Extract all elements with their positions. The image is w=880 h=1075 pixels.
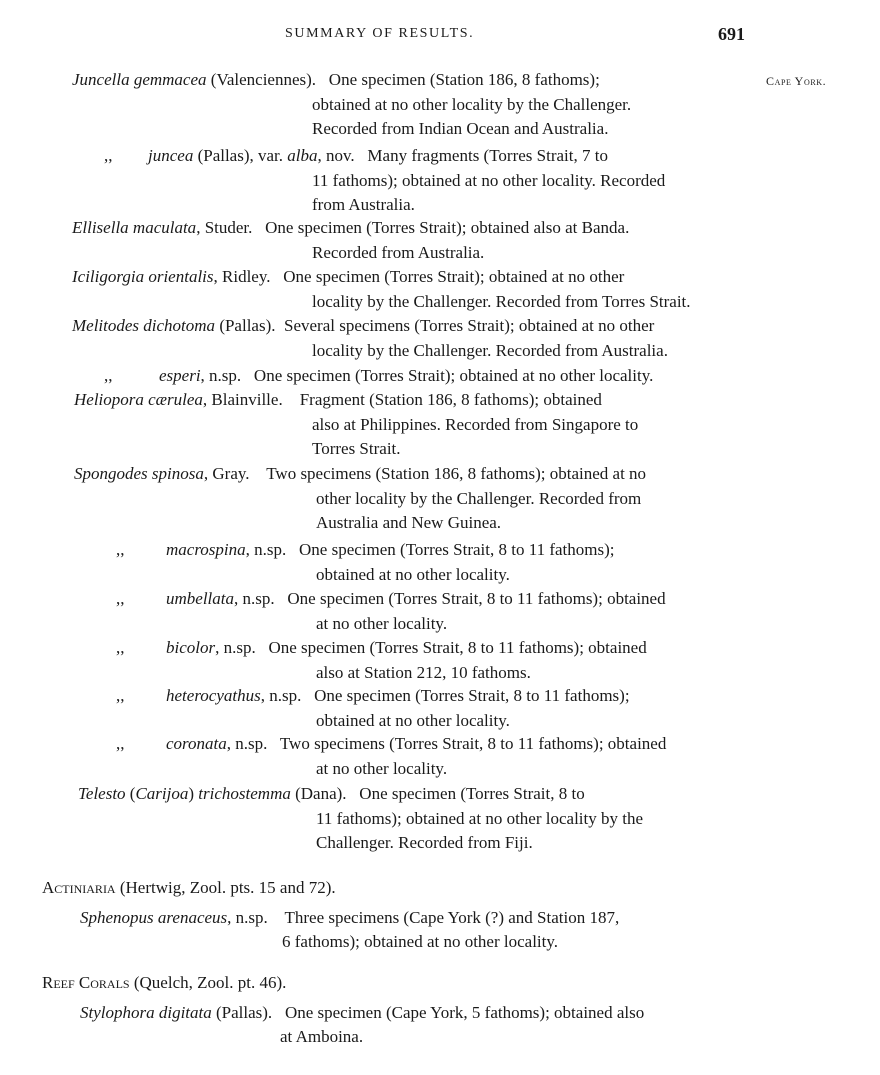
list-item <box>42 1001 762 1049</box>
section-heading <box>42 876 762 900</box>
ditto-mark: ,, <box>104 146 113 165</box>
species-name: esperi <box>159 366 201 385</box>
entry-text: One specimen (Torres Strait, 8 to 11 fathoms); obtained <box>287 589 666 608</box>
list-item <box>74 388 750 462</box>
section-reference: (Hertwig, Zool. pts. 15 and 72). <box>115 878 336 897</box>
entry-text: 11 fathoms); obtained at no other locality by the <box>316 808 644 828</box>
species-authority: , n.sp. <box>245 540 287 559</box>
species-name: Sphenopus arenaceus <box>80 908 228 927</box>
entry-text: obtained at no other locality. <box>316 564 510 584</box>
variety-authority: , nov. <box>317 146 355 165</box>
species-name: coronata <box>166 734 227 753</box>
species-authority: , Ridley. <box>213 267 271 286</box>
species-name: Ellisella maculata <box>72 218 197 237</box>
species-authority: , Gray. <box>203 464 250 483</box>
entry-text: obtained at no other locality. <box>316 710 510 730</box>
entry-text: at Amboina. <box>280 1027 364 1046</box>
entry-text: 11 fathoms); obtained at no other locality. Recorded <box>312 170 666 190</box>
margin-note: Cape York. <box>766 74 827 88</box>
species-authority: , n.sp. <box>215 638 256 657</box>
species-authority: , Blainville. <box>202 390 283 409</box>
entry-text: Recorded from Indian Ocean and Australia. <box>312 119 609 138</box>
entry-text: from Australia. <box>312 195 415 214</box>
list-item <box>72 265 750 314</box>
entry-text: other locality by the Challenger. Recorded from <box>316 488 642 508</box>
entry-text: at no other locality. <box>316 758 448 778</box>
entry-text: Two specimens (Station 186, 8 fathoms); obtained at no <box>266 464 647 483</box>
species-authority: , n.sp. <box>227 908 268 927</box>
section-title: Actiniaria <box>42 878 116 897</box>
species-name: Heliopora cærulea <box>74 390 203 409</box>
list-item <box>42 906 762 954</box>
species-authority: (Pallas), var. <box>193 146 288 165</box>
species-name: heterocyathus <box>166 686 261 705</box>
page-number: 691 <box>718 24 745 44</box>
entry-text: Australia and New Guinea. <box>316 513 502 532</box>
entry-text: One specimen (Cape York, 5 fathoms); obtained also <box>284 1003 645 1022</box>
entry-text: One specimen (Torres Strait); obtained at no other locality. <box>253 366 654 385</box>
section-actiniaria <box>42 876 762 954</box>
species-authority: (Valenciennes). <box>206 70 317 89</box>
species-name: Melitodes dichotoma <box>72 316 216 335</box>
species-name: Iciligorgia orientalis <box>72 267 214 286</box>
list-item <box>116 636 752 685</box>
entry-text: locality by the Challenger. Recorded from Australia. <box>312 340 668 360</box>
species-authority: , n.sp. <box>260 686 302 705</box>
species-authority: , n.sp. <box>200 366 242 385</box>
species-name: trichostemma <box>198 784 291 803</box>
species-authority: (Dana). <box>290 784 347 803</box>
species-name: bicolor <box>166 638 216 657</box>
entry-text: One specimen (Station 186, 8 fathoms); <box>328 70 600 89</box>
entry-text: at no other locality. <box>316 613 448 633</box>
entry-text: One specimen (Torres Strait, 8 to 11 fathoms); <box>314 686 630 705</box>
entry-text: obtained at no other locality by the Challenger. <box>312 94 632 114</box>
entry-text: One specimen (Torres Strait, 8 to 11 fathoms); obtained <box>268 638 647 657</box>
ditto-mark: ,, <box>116 686 125 705</box>
species-name: Juncella gemmacea <box>72 70 207 89</box>
list-item <box>72 314 750 363</box>
entry-text: Two specimens (Torres Strait, 8 to 11 fathoms); obtained <box>279 734 667 753</box>
entry-text: One specimen (Torres Strait, 8 to 11 fathoms); <box>299 540 615 559</box>
list-item <box>116 684 752 733</box>
entry-text: Several specimens (Torres Strait); obtained at no other <box>284 316 655 335</box>
list-item <box>74 462 752 536</box>
entry-text: Recorded from Australia. <box>312 242 485 262</box>
entry-text: Fragment (Station 186, 8 fathoms); obtained <box>299 390 602 409</box>
entry-text: also at Philippines. Recorded from Singapore to <box>312 414 639 434</box>
list-item <box>72 68 750 142</box>
entry-text: 6 fathoms); obtained at no other locality. <box>282 932 559 951</box>
entry-text: Many fragments (Torres Strait, 7 to <box>367 146 608 165</box>
subgenus-name: Carijoa <box>135 784 189 803</box>
ditto-mark: ,, <box>116 734 125 753</box>
section-reference: (Quelch, Zool. pt. 46). <box>129 973 287 992</box>
entry-text: One specimen (Torres Strait); obtained also at Banda. <box>265 218 630 237</box>
list-item <box>116 732 752 781</box>
entry-text: Torres Strait. <box>312 439 401 458</box>
ditto-mark: ,, <box>116 589 125 608</box>
species-name: Spongodes spinosa <box>74 464 204 483</box>
ditto-mark: ,, <box>116 540 125 559</box>
list-item <box>116 538 752 587</box>
entry-text: also at Station 212, 10 fathoms. <box>316 662 531 682</box>
list-item <box>72 216 750 265</box>
list-item <box>116 587 752 636</box>
species-authority: , Studer. <box>196 218 253 237</box>
ditto-mark: ,, <box>104 366 113 385</box>
species-authority: (Pallas). <box>215 316 276 335</box>
running-title: SUMMARY OF RESULTS. <box>285 26 475 41</box>
entry-text: Challenger. Recorded from Fiji. <box>316 833 533 852</box>
list-item <box>104 364 750 389</box>
species-name: Stylophora digitata <box>80 1003 212 1022</box>
list-item: Telesto (Carijoa) trichostemma (Dana). One specimen (Torres Strait, 8 to 11 fathoms); obtained at no other locality by the Challenger. Recorded from Fiji. <box>78 782 756 856</box>
list-item <box>104 144 750 218</box>
entry-text: Three specimens (Cape York (?) and Station 187, <box>284 908 620 927</box>
species-name: juncea <box>148 146 194 165</box>
genus-name: Telesto <box>78 784 126 803</box>
species-authority: , n.sp. <box>226 734 268 753</box>
entry-text: One specimen (Torres Strait); obtained at no other <box>283 267 625 286</box>
species-authority: (Pallas). <box>211 1003 273 1022</box>
species-authority: , n.sp. <box>234 589 275 608</box>
section-title: Reef Corals <box>42 973 130 992</box>
entry-text: One specimen (Torres Strait, 8 to <box>359 784 585 803</box>
variety-name: alba <box>287 146 318 165</box>
species-name: macrospina <box>166 540 246 559</box>
section-reef-corals <box>42 971 762 1049</box>
entry-text: locality by the Challenger. Recorded from Torres Strait. <box>312 291 691 311</box>
species-name: umbellata <box>166 589 234 608</box>
ditto-mark: ,, <box>116 638 125 657</box>
section-heading <box>42 971 762 995</box>
